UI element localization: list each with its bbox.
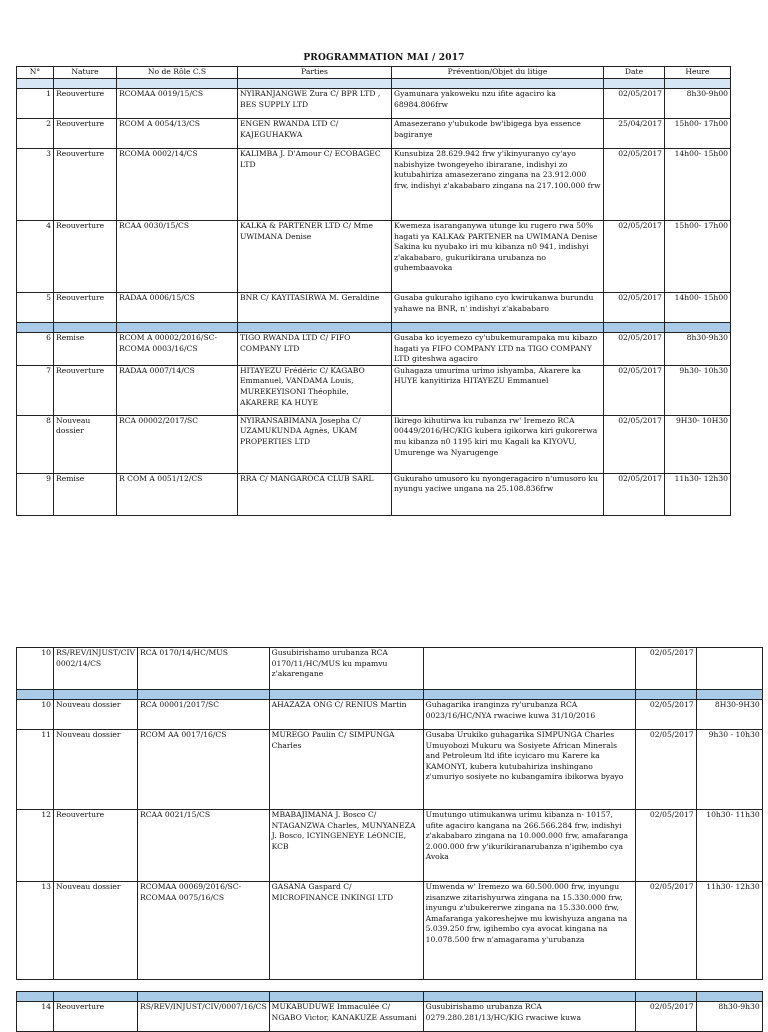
cell-parties: MUKABUDUWE Immaculée C/ NGABO Victor, KANAKUZE Assumani <box>269 1002 423 1032</box>
table-row <box>17 1002 763 1032</box>
cell-number: 6 <box>17 333 54 366</box>
cell-objet: Kwemeza isaranganywa utunge ku rugero rwa 50% hagati ya KALKA& PARTENER na UWIMANA Denise Sakina ku nyubako iri mu kibanza n0 941, indishyi z'akababaro, gukurikirana urubanza no guhembaavoka <box>392 221 604 293</box>
cell-number: 10 <box>17 648 54 690</box>
cell-nature: Nouveau dossier <box>54 700 138 730</box>
separator-cell <box>392 323 604 333</box>
cell-objet: Amasezerano y'ubukode bw'ibigega bya essence bagiranye <box>392 119 604 149</box>
cell-role: RCA 00002/2017/SC <box>117 415 238 473</box>
cell-role: RCOM AA 0017/16/CS <box>138 730 270 810</box>
cell-objet: Gusaba gukuraho igihano cyo kwirukanwa burundu yahawe na BNR, n' indishyi z'akababaro <box>392 293 604 323</box>
col-header-heure: Heure <box>665 67 731 79</box>
cell-role: RCOM A 00002/2016/SC- RCOMA 0003/16/CS <box>117 333 238 366</box>
cell-number: 2 <box>17 119 54 149</box>
cell-number: 10 <box>17 700 54 730</box>
separator-cell <box>54 690 138 700</box>
cell-date: 02/05/2017 <box>604 293 665 323</box>
cell-heure: 9h30 - 10h30 <box>696 730 762 810</box>
cell-number: 4 <box>17 221 54 293</box>
cell-parties: NYIRANJANGWE Zura C/ BPR LTD , BES SUPPLY LTD <box>238 89 392 119</box>
table-row <box>17 810 763 882</box>
cell-number: 5 <box>17 293 54 323</box>
cell-objet: Kunsubiza 28.629.942 frw y'ikinyuranyo cy'ayo nabishyize twongeyeho ibirarane, indishyi zo kutubahiriza amasezerano zingana na 23.912.000 frw, indishyi z'akababaro zingana na 217.100.000 frw <box>392 149 604 221</box>
separator-cell <box>17 323 54 333</box>
col-header-parties: Parties <box>238 67 392 79</box>
separator-cell <box>138 690 270 700</box>
cell-number: 14 <box>17 1002 54 1032</box>
cell-heure: 15h00- 17h00 <box>665 221 731 293</box>
table-row <box>17 333 731 366</box>
col-header-objet: Prévention/Objet du litige <box>392 67 604 79</box>
cell-nature: Remise <box>54 333 117 366</box>
cell-role: R COM A 0051/12/CS <box>117 473 238 515</box>
cell-date: 02/05/2017 <box>604 473 665 515</box>
cell-objet: Umutungo utimukanwa urimu kibanza n- 10157, ufite agaciro kangana na 266.566.284 frw, indishyi z'akababaro zingana na 10.000.000 frw, amafaranga 2.000.000 frw y'ikurikiranarubanza n'igihembo cya Avoka <box>423 810 635 882</box>
table-row <box>17 415 731 473</box>
cell-heure: 14h00- 15h00 <box>665 149 731 221</box>
cell-role: RS/REV/INJUST/CIV/0007/16/CS <box>138 1002 270 1032</box>
cell-date: 02/05/2017 <box>604 415 665 473</box>
cell-role: RCAA 0030/15/CS <box>117 221 238 293</box>
cell-date: 25/04/2017 <box>604 119 665 149</box>
cell-date: 02/05/2017 <box>635 882 696 980</box>
cell-date: 02/05/2017 <box>635 810 696 882</box>
cell-date: 02/05/2017 <box>635 730 696 810</box>
col-header-nature: Nature <box>54 67 117 79</box>
cell-objet: Guhagaza umurima urimo ishyamba, Akarere ka HUYE kanyitiriza HITAYEZU Emmanuel <box>392 365 604 415</box>
table-row <box>17 89 731 119</box>
cell-number: 1 <box>17 89 54 119</box>
table-row <box>17 149 731 221</box>
cell-date: 02/05/2017 <box>635 700 696 730</box>
cell-date: 02/05/2017 <box>604 89 665 119</box>
table-row <box>17 293 731 323</box>
cell-number: 11 <box>17 730 54 810</box>
separator-cell <box>269 690 423 700</box>
table-row <box>17 119 731 149</box>
cell-role: RADAA 0006/15/CS <box>117 293 238 323</box>
cell-role: RCA 00001/2017/SC <box>138 700 270 730</box>
cell-role: RCA 0170/14/HC/MUS <box>138 648 270 690</box>
separator-band <box>17 79 731 89</box>
cell-objet: Gusubirishamo urubanza RCA 0279.280.281/13/HC/KIG rwaciwe kuwa <box>423 1002 635 1032</box>
separator-cell <box>117 79 238 89</box>
cell-parties: KALKA & PARTENER LTD C/ Mme UWIMANA Denise <box>238 221 392 293</box>
cell-nature: Nouveau dossier <box>54 415 117 473</box>
cell-date: 02/05/2017 <box>635 648 696 690</box>
separator-cell <box>238 79 392 89</box>
cell-heure <box>696 648 762 690</box>
cell-nature: Nouveau dossier <box>54 882 138 980</box>
table-header-row <box>17 67 731 79</box>
cell-role: RCOMAA 0019/15/CS <box>117 89 238 119</box>
cell-number: 8 <box>17 415 54 473</box>
schedule-table-1 <box>16 66 731 516</box>
cell-objet: Guhagarika iranginza ry'urubanza RCA 0023/16/HC/NYA rwaciwe kuwa 31/10/2016 <box>423 700 635 730</box>
cell-objet: Ikirego kihutirwa ku rubanza rw' Iremezo RCA 00449/2016/HC/KIG kubera igikorwa kiri gukorerwa mu kibanza n0 1195 kiri mu Kagali ka KIYOVU, Umurenge wa Nyarugenge <box>392 415 604 473</box>
separator-band <box>17 323 731 333</box>
table-row <box>17 648 763 690</box>
cell-heure: 9h30- 10h30 <box>665 365 731 415</box>
cell-nature: Reouverture <box>54 810 138 882</box>
cell-objet: Gukuraho umusoro ku nyongeragaciro n'umusoro ku nyungu yaciwe ungana na 25.108.836frw <box>392 473 604 515</box>
cell-role: RCOMAA 00069/2016/SC- RCOMAA 0075/16/CS <box>138 882 270 980</box>
cell-nature: Reouverture <box>54 119 117 149</box>
cell-role: RCOM A 0054/13/CS <box>117 119 238 149</box>
table-row <box>17 700 763 730</box>
separator-cell <box>665 323 731 333</box>
col-header-role: No de Rôle C.S <box>117 67 238 79</box>
cell-nature: Nouveau dossier <box>54 730 138 810</box>
separator-cell <box>423 690 635 700</box>
cell-parties: GASANA Gaspard C/ MICROFINANCE INKINGI LTD <box>269 882 423 980</box>
table-row <box>17 882 763 980</box>
cell-heure: 15h00- 17h00 <box>665 119 731 149</box>
cell-objet <box>423 648 635 690</box>
table-row <box>17 473 731 515</box>
cell-parties: ENGEN RWANDA LTD C/ KAJEGUHAKWA <box>238 119 392 149</box>
separator-cell <box>269 992 423 1002</box>
cell-number: 13 <box>17 882 54 980</box>
cell-nature: Reouverture <box>54 149 117 221</box>
cell-parties: HITAYEZU Frédéric C/ KAGABO Emmanuel, VANDAMA Louis, MUREKEYISONI Théophile, AKARERE KA HUYE <box>238 365 392 415</box>
separator-cell <box>604 323 665 333</box>
col-header-date: Date <box>604 67 665 79</box>
cell-heure: 8h30-9h30 <box>665 333 731 366</box>
cell-number: 12 <box>17 810 54 882</box>
separator-cell <box>117 323 238 333</box>
cell-nature: Reouverture <box>54 89 117 119</box>
cell-number: 7 <box>17 365 54 415</box>
separator-cell <box>54 992 138 1002</box>
separator-cell <box>17 690 54 700</box>
separator-cell <box>696 690 762 700</box>
cell-parties: MUREGO Paulin C/ SIMPUNGA Charles <box>269 730 423 810</box>
separator-cell <box>392 79 604 89</box>
cell-nature: Reouverture <box>54 293 117 323</box>
table-row <box>17 365 731 415</box>
separator-cell <box>635 992 696 1002</box>
separator-cell <box>665 79 731 89</box>
cell-role: RADAA 0007/14/CS <box>117 365 238 415</box>
schedule-table-2 <box>16 647 763 1032</box>
cell-heure: 8h30-9h30 <box>696 1002 762 1032</box>
cell-objet: Umwenda w' Iremezo wa 60.500.000 frw, inyungu zisanzwe zitarishyurwa zingana na 15.330.000 frw, inyungu z'ubukererwe zingana na 15.330.000 frw, Amafaranga yakoreshejwe mu kwishyuza angana na 5.039.250 frw, igihembo cya avocat kingana na 10.078.500 frw n'amagarama y'urubanza <box>423 882 635 980</box>
cell-heure: 10h30- 11h30 <box>696 810 762 882</box>
separator-cell <box>17 79 54 89</box>
cell-role: RCAA 0021/15/CS <box>138 810 270 882</box>
cell-heure: 9H30- 10H30 <box>665 415 731 473</box>
cell-heure: 8H30-9H30 <box>696 700 762 730</box>
cell-parties: NYIRANSABIMANA Josepha C/ UZAMUKUNDA Agnès, UKAM PROPERTIES LTD <box>238 415 392 473</box>
cell-parties: BNR C/ KAYITASIRWA M. Geraldine <box>238 293 392 323</box>
cell-heure: 11h30- 12h30 <box>696 882 762 980</box>
cell-parties: MBABAJIMANA J. Bosco C/ NTAGANZWA Charles, MUNYANEZA J. Bosco, ICYINGENEYE LéONCIE, KCB <box>269 810 423 882</box>
cell-number: 3 <box>17 149 54 221</box>
cell-nature: Reouverture <box>54 221 117 293</box>
separator-cell <box>604 79 665 89</box>
separator-band <box>17 690 763 700</box>
cell-parties: KALIMBA J. D'Amour C/ ECOBAGEC LTD <box>238 149 392 221</box>
cell-parties: RRA C/ MANGAROCA CLUB SARL <box>238 473 392 515</box>
separator-band <box>17 992 763 1002</box>
cell-nature: Reouverture <box>54 365 117 415</box>
cell-date: 02/05/2017 <box>604 221 665 293</box>
cell-parties: Gusubirishamo urubanza RCA 0170/11/HC/MUS ku mpamvu z'akarengane <box>269 648 423 690</box>
cell-objet: Gyamunara yakoweku nzu ifite agaciro ka 68984.806frw <box>392 89 604 119</box>
cell-date: 02/05/2017 <box>604 365 665 415</box>
cell-nature: Reouverture <box>54 1002 138 1032</box>
cell-objet: Gusaba ko icyemezo cy'ubukemurampaka mu kibazo hagati ya FIFO COMPANY LTD na TIGO COMPANY LTD giteshwa agaciro <box>392 333 604 366</box>
cell-nature: RS/REV/INJUST/CIV 0002/14/CS <box>54 648 138 690</box>
separator-cell <box>696 992 762 1002</box>
separator-cell <box>138 992 270 1002</box>
table-row <box>17 221 731 293</box>
cell-role: RCOMA 0002/14/CS <box>117 149 238 221</box>
cell-parties: AHAZAZA ONG C/ RENIUS Martin <box>269 700 423 730</box>
page-title: PROGRAMMATION MAI / 2017 <box>303 53 465 63</box>
cell-heure: 14h00- 15h00 <box>665 293 731 323</box>
cell-date: 02/05/2017 <box>604 149 665 221</box>
separator-cell <box>423 992 635 1002</box>
cell-heure: 8h30-9h00 <box>665 89 731 119</box>
cell-date: 02/05/2017 <box>604 333 665 366</box>
cell-nature: Remise <box>54 473 117 515</box>
separator-cell <box>54 323 117 333</box>
separator-cell <box>54 79 117 89</box>
col-header-number: N° <box>17 67 54 79</box>
separator-cell <box>635 690 696 700</box>
cell-parties: TIGO RWANDA LTD C/ FIFO COMPANY LTD <box>238 333 392 366</box>
cell-number: 9 <box>17 473 54 515</box>
separator-cell <box>238 323 392 333</box>
separator-cell <box>17 992 54 1002</box>
cell-objet: Gusaba Urukiko guhagarika SIMPUNGA Charles Umuyobozi Mukuru wa Sosiyete African Minerals and Petroleum ltd ifite icyicaro mu Karere ka KAMONYI, kubera kutubahiriza inshingano z'umuriyo sosiyete no kubangamira ibikorwa byayo <box>423 730 635 810</box>
table-row <box>17 730 763 810</box>
cell-heure: 11h30- 12h30 <box>665 473 731 515</box>
cell-date: 02/05/2017 <box>635 1002 696 1032</box>
